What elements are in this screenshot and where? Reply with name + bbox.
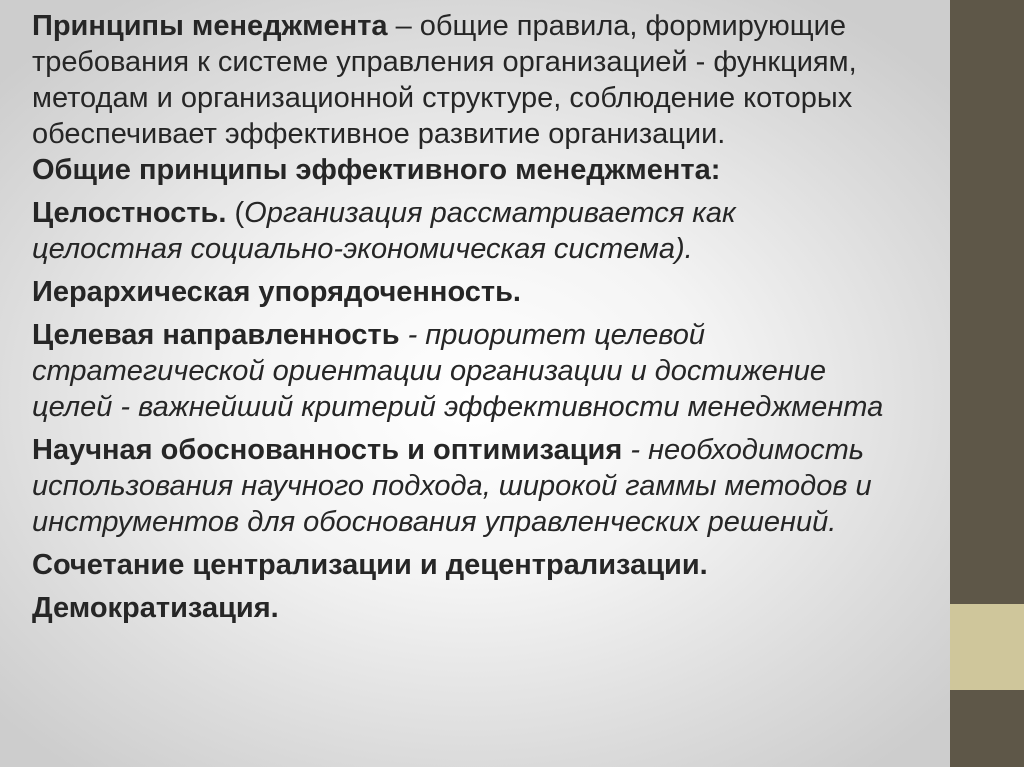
principle-title: Целевая направленность — [32, 319, 400, 351]
principle-desc-line-3: целей - важнейший критерий эффективности менеджмента — [32, 391, 884, 423]
intro-definition-line-3: методам и организационной структуре, соблюдение которых — [32, 82, 853, 114]
intro-definition-line-2: требования к системе управления организацией - функциям, — [32, 46, 857, 78]
intro-line-1 — [32, 8, 1024, 44]
principle-desc-line-1: Организация рассматривается как — [244, 197, 736, 229]
principle-desc-line-2: целостная социально-экономическая система). — [32, 233, 693, 265]
principle-item-centralization: Сочетание централизации и децентрализации. — [32, 549, 708, 581]
principle-item-democratization: Демократизация. — [32, 592, 279, 624]
principle-desc-line-3: инструментов для обоснования управленческих решений. — [32, 506, 837, 538]
principle-desc-line-1: - приоритет целевой — [399, 319, 706, 351]
principle-item-hierarchy: Иерархическая упорядоченность. — [32, 276, 521, 308]
principle-desc-line-1: - необходимость — [622, 434, 865, 466]
principle-item-target-orientation — [32, 317, 1024, 425]
open-paren: ( — [226, 197, 245, 229]
principle-item-integrity — [32, 195, 1024, 267]
intro-paragraph — [32, 8, 1024, 152]
principle-title: Научная обоснованность и оптимизация — [32, 434, 623, 466]
principles-heading: Общие принципы эффективного менеджмента: — [32, 154, 721, 186]
principle-desc-line-2: стратегической ориентации организации и достижение — [32, 355, 827, 387]
principle-title: Целостность. — [32, 197, 227, 229]
intro-definition-line-1: – общие правила, формирующие — [387, 10, 846, 42]
principle-item-scientific-validity — [32, 432, 1024, 540]
slide-content — [32, 8, 1024, 626]
intro-definition-line-4: обеспечивает эффективное развитие организации. — [32, 118, 726, 150]
intro-term: Принципы менеджмента — [32, 10, 388, 42]
principle-desc-line-2: использования научного подхода, широкой гаммы методов и — [32, 470, 872, 502]
